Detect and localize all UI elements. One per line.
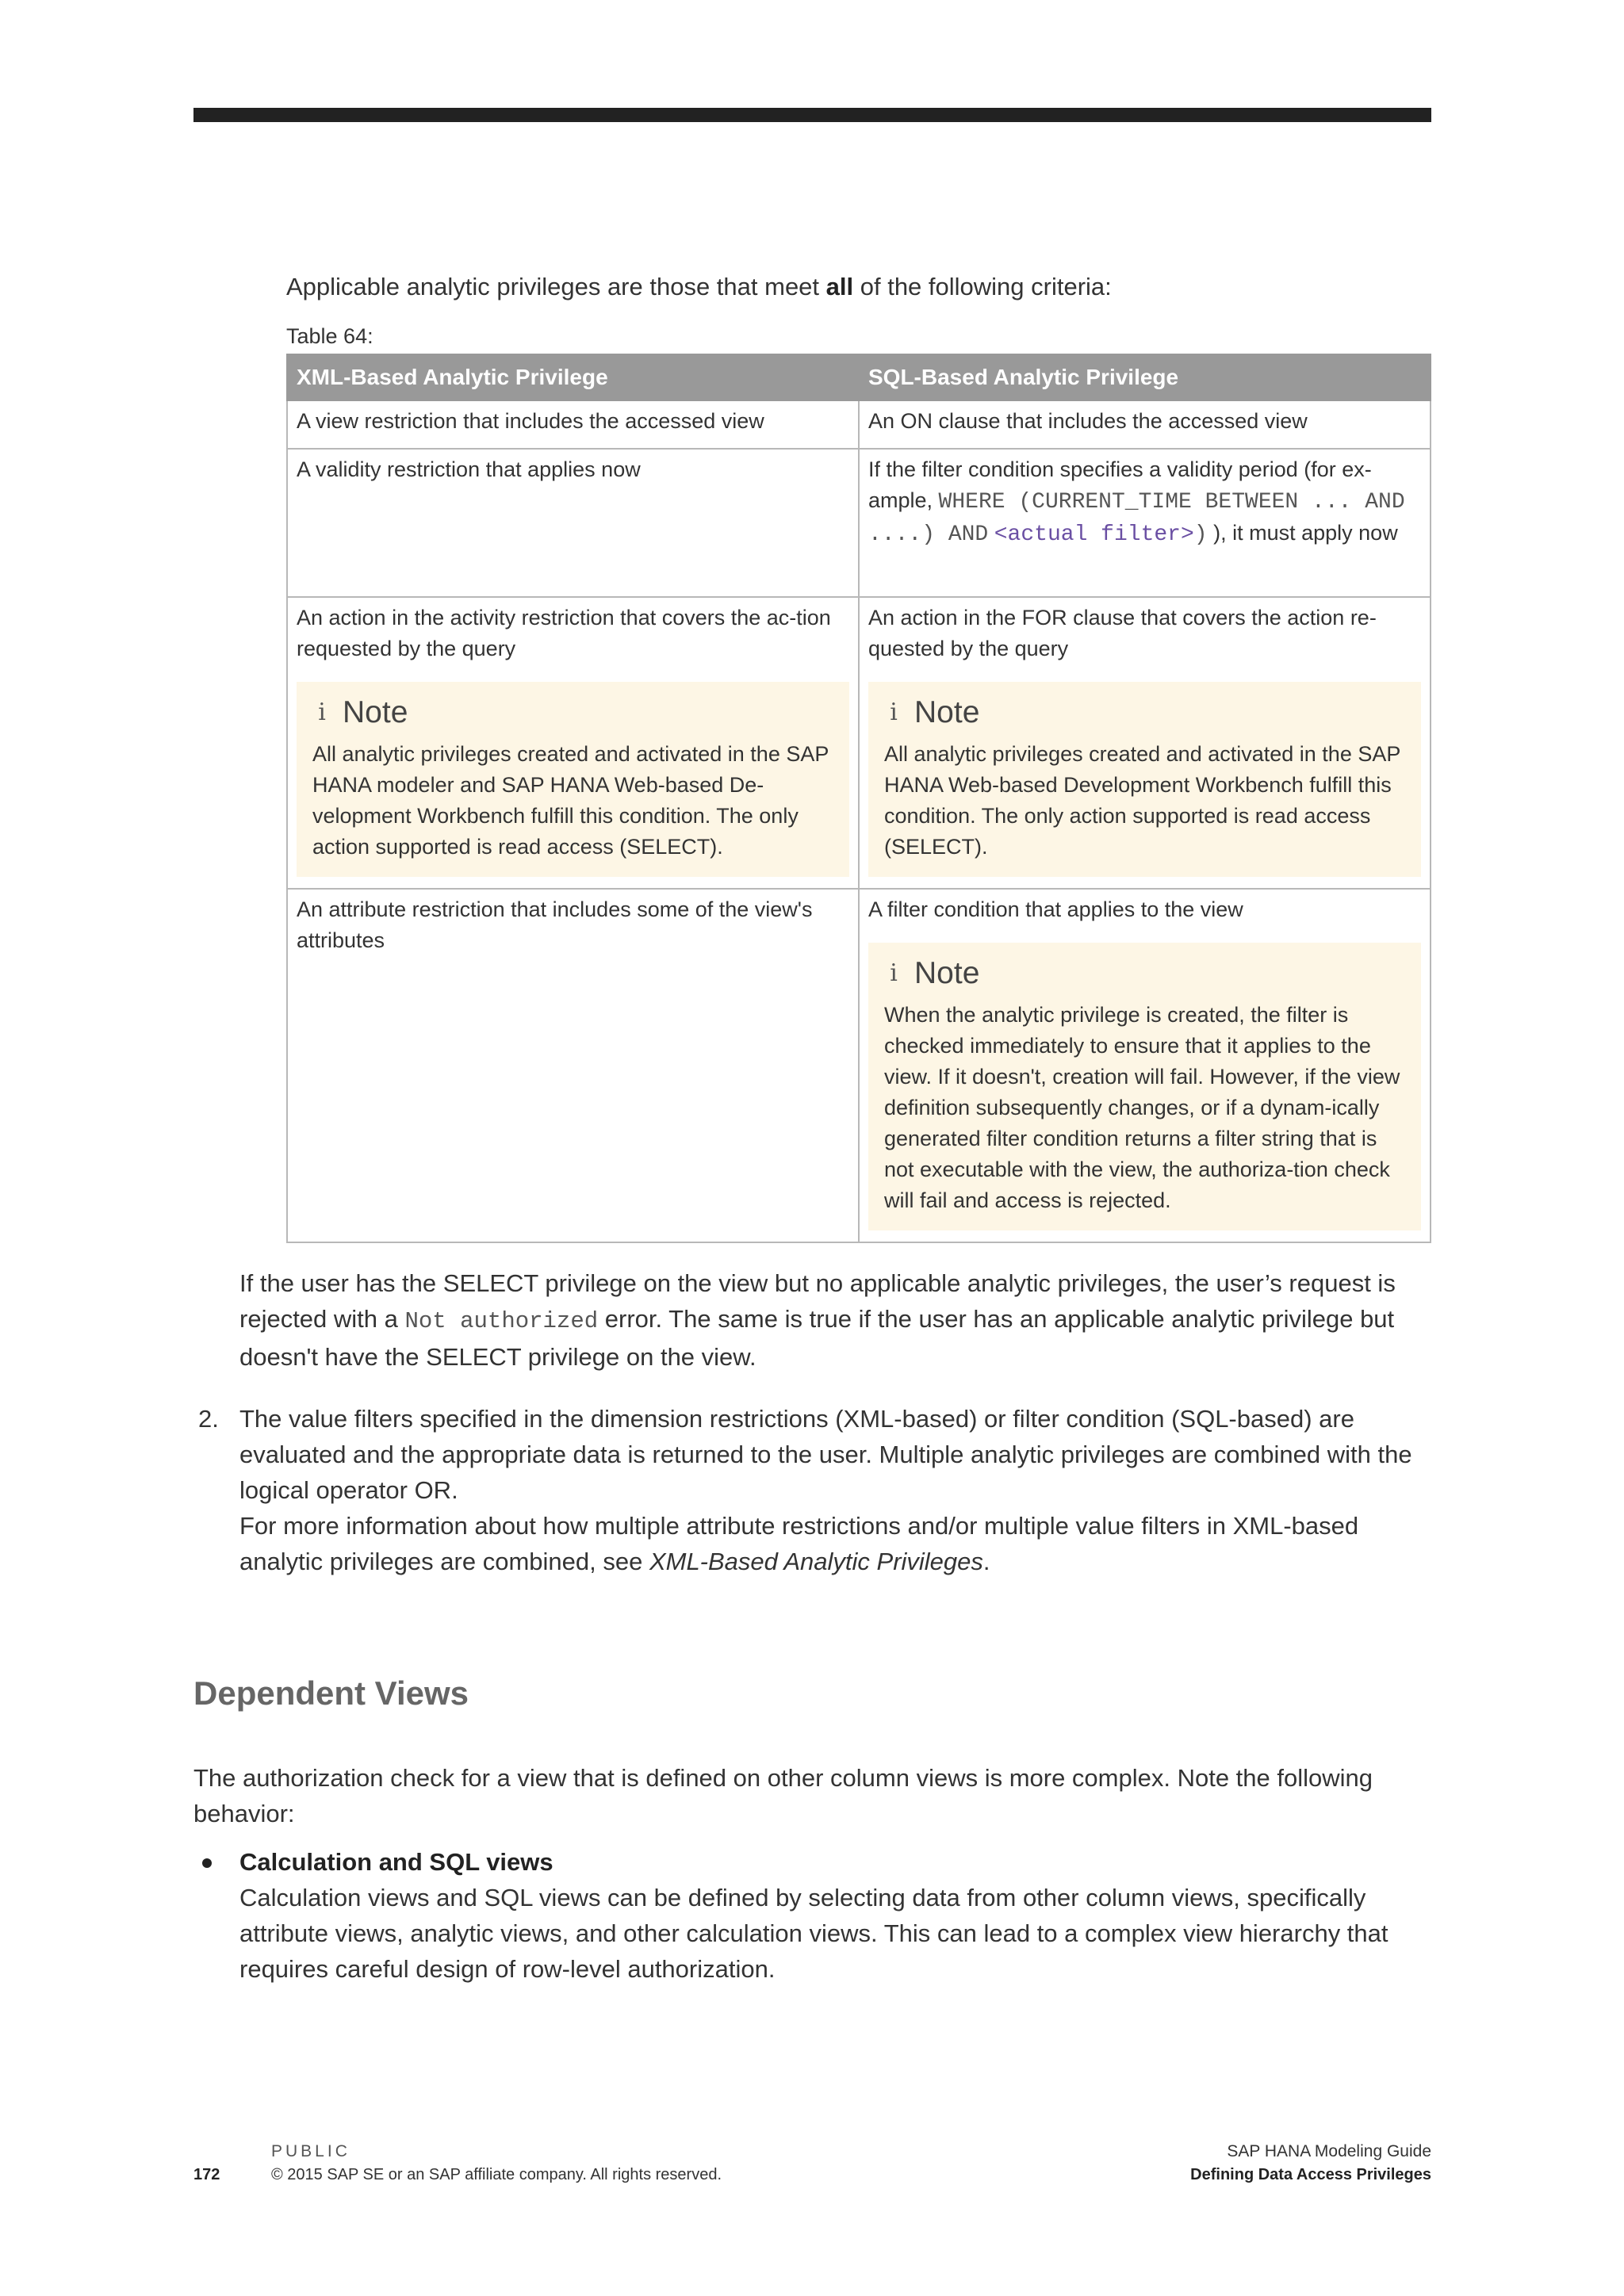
header-xml: XML-Based Analytic Privilege [287,354,859,400]
step-2: 2. The value filters specified in the dimension restrictions (XML-based) or filter condition (SQL-based) are evaluated and the appropriate data is returned to the user. Multiple analytic privileges are combined with the logical operator OR. For more information about how multiple attribute restrictions and/or multiple value filters in XML-based analytic privileges are combined, see XML-Based Analytic Privileges. [239,1401,1431,1579]
page-number: 172 [193,2166,220,2183]
top-rule [193,108,1431,122]
cell-xml: An action in the activity restriction that covers the ac-tion requested by the query i Note All analytic privileges created and activated in the SAP HANA modeler and SAP HANA Web-based De-velopment Workbench fulfill this condition. The only action supported is read access (SELECT). [287,597,859,889]
note-box: i Note All analytic privileges created and activated in the SAP HANA Web-based Development Workbench fulfill this condition. The only action supported is read access (SELECT). [868,682,1421,877]
cell-sql: An ON clause that includes the accessed view [859,400,1431,449]
bullet-icon [202,1858,212,1868]
note-box: i Note All analytic privileges created and activated in the SAP HANA modeler and SAP HANA Web-based De-velopment Workbench fulfill this condition. The only action supported is read access (SELECT). [297,682,849,877]
table-row [287,449,1431,597]
section-body: The authorization check for a view that is defined on other column views is more complex. Note the following behavior: [193,1764,1373,1827]
code-where: WHERE (CURRENT_TIME BETWEEN ... AND ....) AND [868,490,1405,547]
note-box: i Note When the analytic privilege is created, the filter is checked immediately to ensure that it applies to the view. If it doesn't, creation will fail. However, if the view definition subsequently changes, or if a dynam-ically generated filter condition returns a filter string that is not executable with the view, the authoriza-tion check will fail and access is rejected. [868,943,1421,1230]
criteria-table [286,354,1431,1243]
intro-paragraph: Applicable analytic privileges are those that meet all of the following criteria: [286,273,1112,300]
table-row [287,400,1431,449]
cell-sql: A filter condition that applies to the view i Note When the analytic privilege is created, the filter is checked immediately to ensure that it applies to the view. If it doesn't, creation will fail. However, if the view definition subsequently changes, or if a dynam-ically generated filter condition returns a filter string that is not executable with the view, the authoriza-tion check will fail and access is rejected. [859,889,1431,1242]
xml-privileges-link[interactable]: XML-Based Analytic Privileges [649,1548,983,1575]
info-icon: i [890,959,898,987]
cell-xml: An attribute restriction that includes some of the view's attributes [287,889,859,1242]
info-icon: i [890,698,898,726]
info-icon: i [318,698,326,726]
table-row [287,889,1431,1242]
guide-title: SAP HANA Modeling Guide [1227,2142,1431,2160]
code-close-paren: ) [1193,522,1208,547]
section-heading: Dependent Views [193,1674,469,1712]
table-caption: Table 64: [286,324,373,348]
cell-sql: An action in the FOR clause that covers the action re-quested by the query i Note All analytic privileges created and activated in the SAP HANA Web-based Development Workbench fulfill this condition. The only action supported is read access (SELECT). [859,597,1431,889]
cell-xml: A validity restriction that applies now [287,449,859,597]
public-label: PUBLIC [271,2142,350,2160]
header-sql: SQL-Based Analytic Privilege [859,354,1431,400]
page-footer [193,2142,1431,2190]
page-content [193,270,1431,1987]
table-row [287,597,1431,889]
step-number: 2. [198,1405,219,1433]
code-not-authorized: Not authorized [404,1308,599,1334]
code-actual-filter: <actual filter> [994,522,1194,547]
section-title: Defining Data Access Privileges [1190,2166,1431,2183]
cell-xml: A view restriction that includes the accessed view [287,400,859,449]
cell-sql: If the filter condition specifies a validity period (for ex-ample, WHERE (CURRENT_TIME BETWEEN ... AND ....) AND <actual filter>) ), it must apply now [859,449,1431,597]
table-header-row [287,354,1431,400]
after-table-paragraph: If the user has the SELECT privilege on the view but no applicable analytic privileges, the user’s request is rejected with a Not authorized error. The same is true if the user has an applicable analytic privilege but doesn't have the SELECT privilege on the view. [239,1269,1396,1371]
list-item: Calculation and SQL views Calculation views and SQL views can be defined by selecting data from other column views, specifically attribute views, analytic views, and other calculation views. This can lead to a complex view hierarchy that requires careful design of row-level authorization. [239,1844,1431,1987]
copyright: © 2015 SAP SE or an SAP affiliate company. All rights reserved. [271,2166,722,2183]
